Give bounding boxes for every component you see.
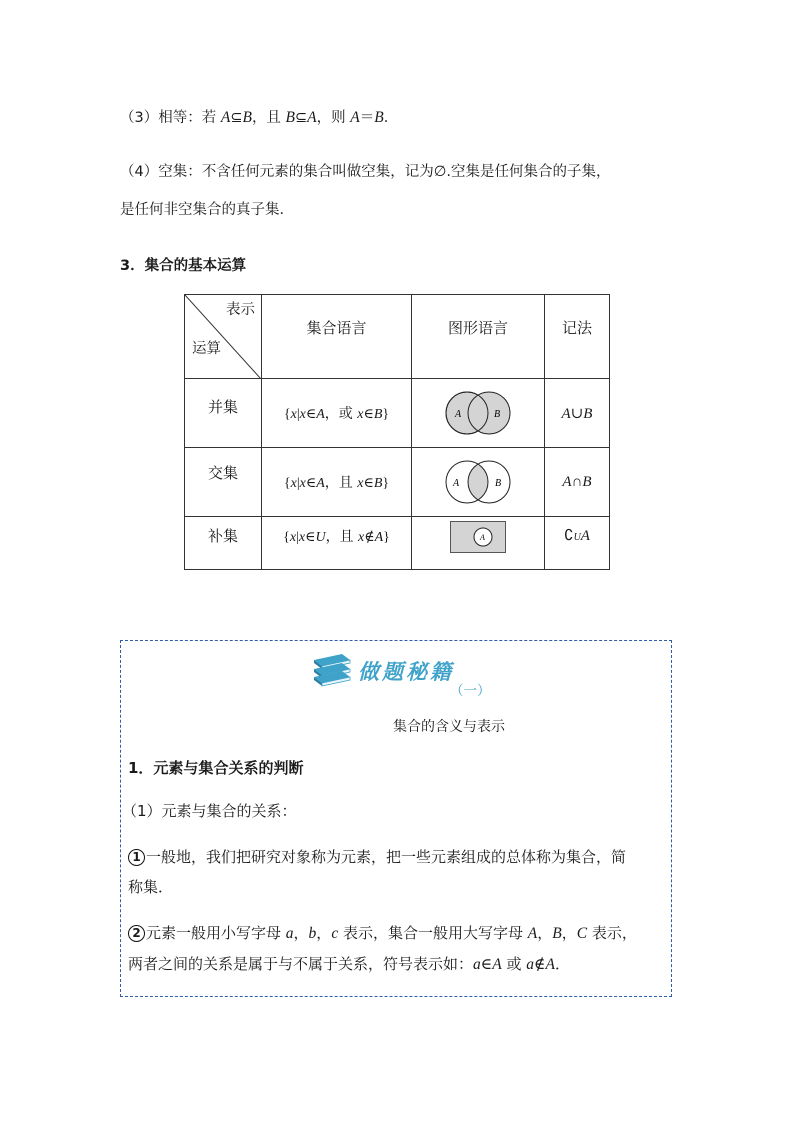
var-B: B	[552, 925, 562, 942]
set-name: B	[583, 405, 593, 422]
relation-not-in: a∉A	[526, 956, 555, 973]
venn-intersection-diagram	[438, 457, 518, 507]
text-then: ，则	[316, 110, 351, 126]
set-language-cell	[262, 379, 412, 448]
p2-text-c: 表示，	[587, 924, 637, 942]
set-language-cell	[262, 448, 412, 517]
table-row-union	[185, 379, 610, 448]
var-c: c	[331, 925, 339, 942]
subset-symbol: ⊆	[230, 110, 243, 126]
relation-in: a∈A	[473, 956, 502, 973]
var-B: B	[374, 109, 384, 126]
venn-union-cell	[412, 379, 545, 448]
empty-set-line1: （4）空集：不含任何元素的集合叫做空集，记为∅.空集是任何集合的子集，	[120, 164, 611, 180]
subset-symbol: ⊆	[295, 110, 308, 126]
header-top-label: 表示	[226, 302, 255, 318]
p2-line2: 两者之间的关系是属于与不属于关系，符号表示如：	[128, 955, 474, 973]
table-row-intersection	[185, 448, 610, 517]
venn-label-B: B	[495, 478, 502, 489]
var-B: B	[285, 109, 296, 126]
section-title: 3．集合的基本运算	[120, 258, 247, 274]
conjunction: ，且	[324, 475, 358, 491]
venn-label-B: B	[494, 409, 501, 420]
bar: |	[296, 476, 300, 491]
brace: {	[283, 407, 291, 422]
p2-text-b: 表示，集合一般用大写字母	[338, 924, 528, 942]
notation-cell	[545, 517, 610, 570]
row-name: 补集	[185, 517, 262, 570]
p1-line2: 称集．	[128, 878, 174, 896]
venn-intersection-cell	[412, 448, 545, 517]
text-and: ，且	[251, 110, 286, 126]
tips-heading: 1．元素与集合关系的判断	[128, 759, 304, 777]
brace: {	[283, 476, 291, 491]
var-x: x	[289, 530, 297, 545]
brace: }	[383, 530, 390, 545]
table-header-row	[185, 295, 610, 379]
table-row-complement	[185, 517, 610, 570]
set-name: B	[373, 407, 383, 422]
header-notation: 记法	[545, 295, 610, 379]
bar: |	[296, 407, 300, 422]
sep: ，	[293, 924, 309, 942]
set-name: A	[580, 528, 590, 544]
conjunction: ，且	[325, 529, 359, 545]
var-x: x	[290, 407, 297, 422]
set-language-cell	[262, 517, 412, 570]
header-graphic-language: 图形语言	[412, 295, 545, 379]
var-A: A	[220, 109, 231, 126]
notation-cell	[545, 448, 610, 517]
var-x: x	[357, 476, 364, 491]
var-B: B	[242, 109, 252, 126]
header-set-language: 集合语言	[262, 295, 412, 379]
book-stack-icon	[312, 652, 352, 688]
element-of: ∈	[305, 476, 317, 491]
row-name: 并集	[185, 379, 262, 448]
set-name: U	[315, 530, 326, 545]
brace: {	[283, 530, 290, 545]
var-x: x	[299, 407, 306, 422]
set-operations-table	[184, 294, 610, 570]
brand-title: 做题秘籍	[358, 659, 454, 684]
tips-subheading: （1）元素与集合的关系：	[122, 802, 297, 820]
equals-symbol: ＝	[359, 110, 375, 126]
var-b: b	[308, 925, 317, 942]
set-name: A	[562, 473, 572, 490]
set-name: A	[561, 405, 571, 422]
var-a: a	[285, 925, 294, 942]
circled-number-2: 2	[128, 925, 145, 942]
circled-number-1: 1	[128, 849, 145, 866]
brace: }	[382, 407, 390, 422]
complement-symbol: ∁	[564, 528, 574, 544]
tips-number: （一）	[450, 683, 491, 699]
var-A: A	[350, 109, 360, 126]
element-of: ∈	[363, 407, 374, 422]
sep: ，	[561, 924, 577, 942]
var-x: x	[290, 476, 297, 491]
set-name: A	[374, 530, 384, 545]
period: ．	[383, 110, 399, 126]
var-C: C	[576, 925, 588, 942]
notation-cell	[545, 379, 610, 448]
var-x: x	[357, 407, 364, 422]
element-of: ∈	[305, 407, 317, 422]
var-A: A	[527, 925, 538, 942]
venn-complement-cell	[412, 517, 545, 570]
text-or: 或	[501, 955, 527, 973]
tips-subtitle: 集合的含义与表示	[393, 719, 505, 735]
var-A: A	[307, 109, 317, 126]
row-name: 交集	[185, 448, 262, 517]
element-of: ∈	[305, 530, 316, 545]
intersection-symbol: ∩	[571, 473, 583, 490]
header-bottom-label: 运算	[192, 341, 221, 357]
set-name: A	[316, 407, 325, 422]
venn-label-A: A	[455, 409, 462, 420]
paragraph-1	[128, 842, 668, 902]
not-element-of: ∉	[364, 530, 375, 545]
set-name: A	[316, 476, 325, 491]
bar: |	[296, 530, 299, 545]
period: ．	[554, 955, 570, 973]
brace: }	[382, 476, 390, 491]
venn-union-diagram	[438, 388, 518, 438]
conjunction: ，或	[324, 406, 358, 422]
venn-complement-diagram	[450, 521, 506, 553]
equal-sets-line	[120, 106, 398, 127]
union-symbol: ∪	[570, 405, 584, 422]
equal-prefix: （3）相等：若	[120, 110, 221, 126]
paragraph-2	[128, 918, 668, 980]
var-x: x	[299, 476, 306, 491]
venn-label-A: A	[480, 533, 485, 542]
element-of: ∈	[363, 476, 374, 491]
p2-text-a: 元素一般用小写字母	[146, 924, 286, 942]
sep: ，	[316, 924, 332, 942]
venn-label-A: A	[453, 478, 460, 489]
var-x: x	[358, 530, 365, 545]
diagonal-header-cell	[185, 295, 262, 379]
universal-set-subscript: U	[573, 532, 581, 543]
empty-set-line2: 是任何非空集合的真子集．	[120, 202, 294, 218]
sep: ，	[537, 924, 553, 942]
set-name: B	[582, 473, 592, 490]
p1-line1: 一般地，我们把研究对象称为元素，把一些元素组成的总体称为集合，简	[146, 848, 627, 866]
var-x: x	[298, 530, 306, 545]
set-name: B	[373, 476, 383, 491]
